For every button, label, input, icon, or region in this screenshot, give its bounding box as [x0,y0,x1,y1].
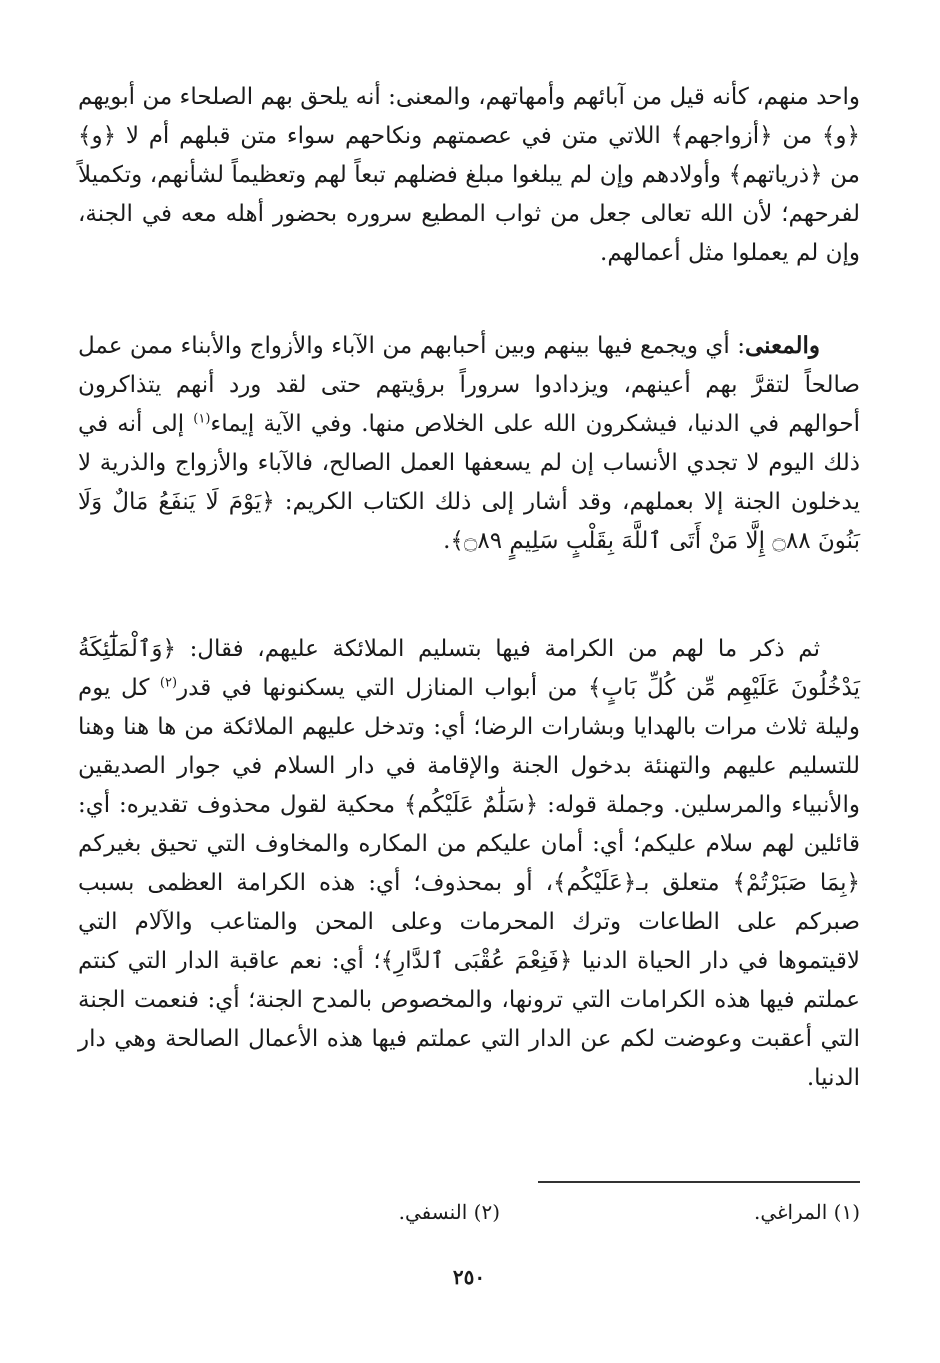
book-page [78,78,860,1308]
footnote-2: (٢) النسفي. [398,1200,500,1224]
footnote-ref-2: (٢) [159,675,178,691]
footnotes [78,1196,860,1228]
paragraph-2 [78,326,860,561]
paragraph-2-text-b: إلى أنه في ذلك اليوم لا تجدي الأنساب إن لم يسعفها العمل الصالح، فالآباء والأزواج والذرية لا يدخلون الجنة إلا بعملهم، وقد أشار إلى ذلك الكتاب الكريم: [78,411,860,515]
paragraph-2-text-a: : أي ويجمع فيها بينهم وبين أحبابهم من الآباء والأزواج والأبناء ممن عمل صالحاً لتقرَّ بهم أعينهم، ويزدادوا سروراً برؤيتهم حتى لقد ورد أنهم يتذاكرون أحوالهم في الدنيا، فيشكرون الله على الخلاص منها. وفي الآية إيماء [78,333,861,437]
paragraph-1 [78,78,860,273]
paragraph-2-lead: والمعنى [744,332,820,359]
quran-verse: ﴿يَوْمَ لَا يَنفَعُ مَالٌ وَلَا بَنُونَ ۝٨٨ إِلَّا مَنْ أَتَى ٱللَّهَ بِقَلْبٍ سَلِيمٍ ۝٨٩﴾ [78,489,860,554]
paragraph-3 [78,630,860,1098]
paragraph-1-text: واحد منهم، كأنه قيل من آبائهم وأمهاتهم، والمعنى: أنه يلحق بهم الصلحاء من أبويهم ﴿و﴾ من ﴿أزواجهم﴾ اللاتي متن في عصمتهم ونكاحهم سواء متن قبلهم أم لا ﴿و﴾ من ﴿ذرياتهم﴾ وأولادهم وإن لم يبلغوا مبلغ فضلهم تبعاً لهم وتعظيماً لشأنهم، وتكميلاً لفرحهم؛ لأن الله تعالى جعل من ثواب المطيع سروره بحضور أهله معه في الجنة، وإن لم يعملوا مثل أعمالهم. [78,84,860,266]
footnote-divider [538,1181,860,1183]
paragraph-2-end: . [443,528,451,554]
footnote-ref-1: (١) [193,411,211,427]
footnote-1: (١) المراغي. [753,1200,860,1224]
page-number: ٢٥٠ [452,1265,486,1289]
paragraph-3-text-a: ثم ذكر ما لهم من الكرامة فيها بتسليم الملائكة عليهم، فقال: ﴿وَٱلْمَلَٰٓئِكَةُ يَدْخُلُونَ عَلَيْهِم مِّن كُلِّ بَابٍ﴾ من أبواب المنازل التي يسكنونها في قدر [78,636,860,701]
paragraph-3-text-b: كل يوم وليلة ثلاث مرات بالهدايا وبشارات الرضا؛ أي: وتدخل عليهم الملائكة من ها هنا وهنا للتسليم عليهم والتهنئة بدخول الجنة والإقامة في دار السلام في جوار الصديقين والأنبياء والمرسلين. وجملة قوله: ﴿سَلَٰمٌ عَلَيْكُم﴾ محكية لقول محذوف تقديره: أي: قائلين لهم سلام عليكم؛ أي: أمان عليكم من المكاره والمخاوف التي تحيق بغيركم ﴿بِمَا صَبَرْتُمْ﴾ متعلق بـ﴿عَلَيْكُم﴾، أو بمحذوف؛ أي: هذه الكرامة العظمى بسبب صبركم على الطاعات وترك المحرمات وعلى المحن والمتاعب والآلام التي لاقيتموها في دار الحياة الدنيا ﴿فَنِعْمَ عُقْبَى ٱلدَّارِ﴾؛ أي: نعم عاقبة الدار التي كنتم عملتم فيها هذه الكرامات التي ترونها، والمخصوص بالمدح الجنة؛ أي: فنعمت الجنة التي أعقبت وعوضت لكم عن الدار التي عملتم فيها هذه الأعمال الصالحة وهي دار الدنيا. [78,675,860,1091]
